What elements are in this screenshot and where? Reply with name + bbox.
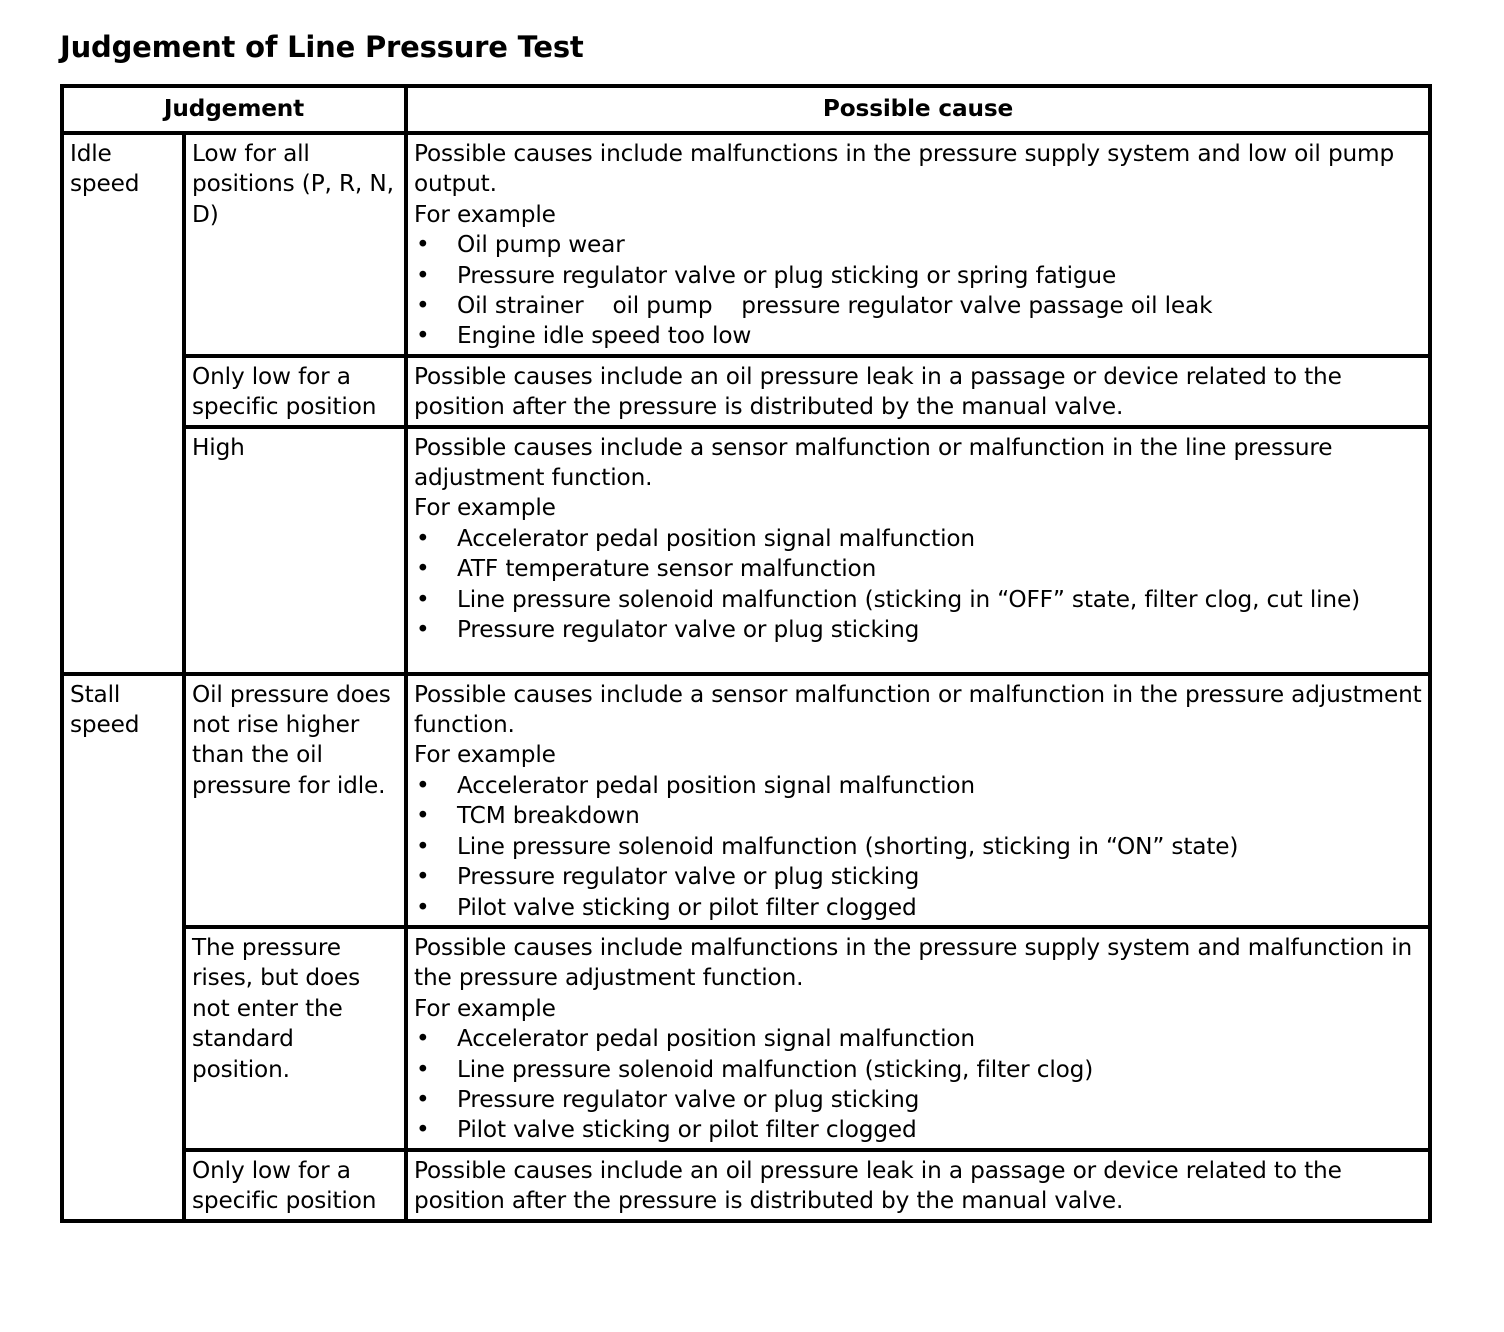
- example-label: For example: [414, 494, 556, 522]
- cause-intro: Possible causes include malfunctions in the pressure supply system and malfunction in the pressure adjustment function.: [414, 933, 1413, 992]
- bullet-icon: •: [416, 1116, 430, 1144]
- bullet-icon: •: [416, 893, 430, 921]
- list-item: • Oil strainer oil pump pressure regulator valve passage oil leak: [414, 291, 1422, 321]
- table-row: [62, 927, 1430, 1150]
- cause-intro: Possible causes include malfunctions in the pressure supply system and low oil pump output.: [414, 140, 1395, 198]
- cause-bullet-list: [414, 1024, 1422, 1146]
- bullet-icon: •: [416, 322, 430, 350]
- judgement-cell: Only low for a specific position: [184, 1150, 406, 1221]
- list-item: • Pilot valve sticking or pilot filter clogged: [414, 893, 1422, 923]
- list-item: • Line pressure solenoid malfunction (sticking, filter clog): [414, 1055, 1422, 1085]
- cause-cell: [406, 427, 1430, 674]
- list-item: • Pressure regulator valve or plug sticking or spring fatigue: [414, 261, 1422, 291]
- bullet-icon: •: [416, 555, 430, 583]
- judgement-cell: Low for all positions (P, R, N, D): [184, 133, 406, 356]
- judgement-cell: High: [184, 427, 406, 674]
- cause-bullet-list: [414, 771, 1422, 923]
- example-label: For example: [414, 741, 556, 769]
- bullet-icon: •: [416, 802, 430, 830]
- cause-cell: [406, 1150, 1430, 1221]
- line-pressure-judgement-table: [60, 84, 1432, 1223]
- table-row: [62, 133, 1430, 356]
- condition-cell-idle-speed: Idle speed: [62, 133, 184, 674]
- cause-cell: [406, 674, 1430, 927]
- table-row: [62, 427, 1430, 674]
- cause-intro: Possible causes include an oil pressure leak in a passage or device related to the position after the pressure is distributed by the manual valve.: [414, 1156, 1342, 1215]
- bullet-icon: •: [416, 616, 430, 644]
- cause-cell: [406, 927, 1430, 1150]
- bullet-icon: •: [416, 1055, 430, 1083]
- bullet-icon: •: [416, 585, 430, 613]
- table-row: [62, 1150, 1430, 1221]
- bullet-icon: •: [416, 231, 430, 259]
- list-item: • TCM breakdown: [414, 801, 1422, 831]
- table-row: [62, 356, 1430, 427]
- header-judgement: Judgement: [62, 86, 406, 133]
- bullet-icon: •: [416, 771, 430, 799]
- table-row: [62, 674, 1430, 927]
- list-item: • Line pressure solenoid malfunction (sticking in “OFF” state, filter clog, cut line): [414, 585, 1422, 615]
- example-label: For example: [414, 200, 556, 228]
- bullet-icon: •: [416, 1025, 430, 1053]
- list-item: • Oil pump wear: [414, 230, 1422, 260]
- table-header-row: [62, 86, 1430, 133]
- list-item: • Pilot valve sticking or pilot filter clogged: [414, 1115, 1422, 1145]
- list-item: • Line pressure solenoid malfunction (shorting, sticking in “ON” state): [414, 832, 1422, 862]
- list-item: • Accelerator pedal position signal malfunction: [414, 771, 1422, 801]
- bullet-icon: •: [416, 863, 430, 891]
- cause-bullet-list: [414, 524, 1422, 646]
- bullet-icon: •: [416, 1085, 430, 1113]
- list-item: • Accelerator pedal position signal malfunction: [414, 524, 1422, 554]
- condition-cell-stall-speed: Stall speed: [62, 674, 184, 1221]
- list-item: • Pressure regulator valve or plug sticking: [414, 615, 1422, 645]
- bullet-icon: •: [416, 292, 430, 320]
- list-item: • Pressure regulator valve or plug sticking: [414, 1085, 1422, 1115]
- bullet-icon: •: [416, 261, 430, 289]
- cause-intro: Possible causes include a sensor malfunction or malfunction in the pressure adjustment function.: [414, 680, 1422, 739]
- cause-intro: Possible causes include an oil pressure leak in a passage or device related to the position after the pressure is distributed by the manual valve.: [414, 362, 1342, 421]
- cause-bullet-list: [414, 230, 1422, 352]
- judgement-cell: Only low for a specific position: [184, 356, 406, 427]
- list-item: • Engine idle speed too low: [414, 321, 1422, 351]
- header-possible-cause: Possible cause: [406, 86, 1430, 133]
- list-item: • Pressure regulator valve or plug sticking: [414, 862, 1422, 892]
- cause-cell: [406, 133, 1430, 356]
- cause-cell: [406, 356, 1430, 427]
- page-title: Judgement of Line Pressure Test: [60, 30, 584, 64]
- example-label: For example: [414, 994, 556, 1022]
- bullet-icon: •: [416, 832, 430, 860]
- cause-intro: Possible causes include a sensor malfunction or malfunction in the line pressure adjustment function.: [414, 433, 1333, 492]
- list-item: • Accelerator pedal position signal malfunction: [414, 1024, 1422, 1054]
- judgement-cell: The pressure rises, but does not enter the standard position.: [184, 927, 406, 1150]
- list-item: • ATF temperature sensor malfunction: [414, 554, 1422, 584]
- bullet-icon: •: [416, 524, 430, 552]
- judgement-cell: Oil pressure does not rise higher than the oil pressure for idle.: [184, 674, 406, 927]
